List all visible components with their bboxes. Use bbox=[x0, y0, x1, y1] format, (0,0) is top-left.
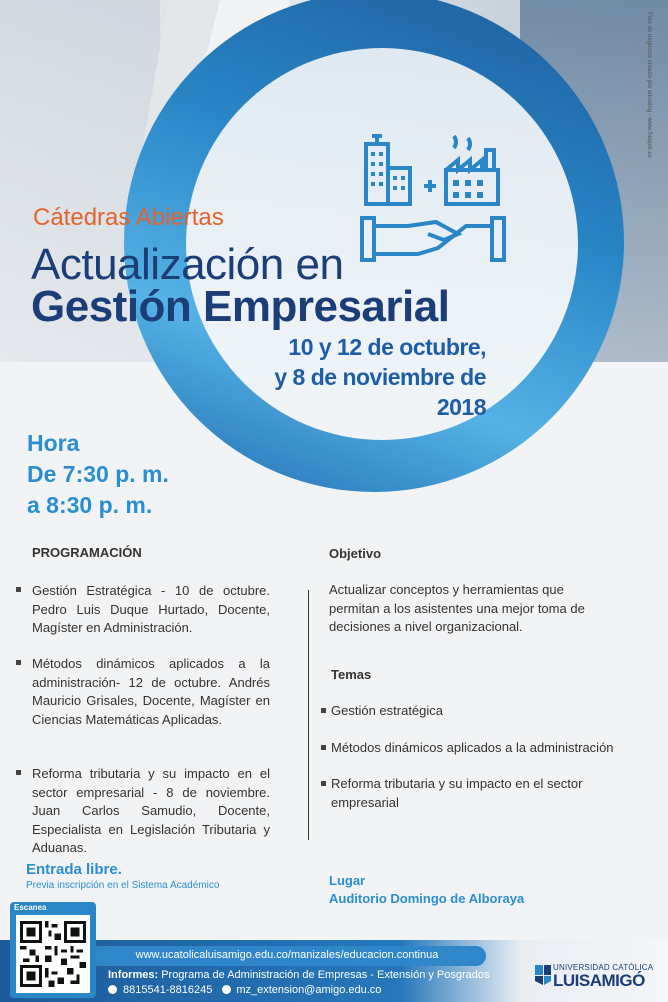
contact-row bbox=[108, 984, 381, 996]
objetivo-title: Objetivo bbox=[329, 546, 382, 561]
event-dates-line2: y 8 de noviembre de bbox=[274, 364, 486, 390]
tema-item-text: Métodos dinámicos aplicados a la administración bbox=[331, 740, 614, 755]
entrada-note: Previa inscripción en el Sistema Académico bbox=[26, 880, 220, 891]
photo-credit: Foto de negocios creado por snowing - www.freepik.es bbox=[646, 12, 652, 158]
hour-to: a 8:30 p. m. bbox=[27, 492, 153, 518]
programacion-item bbox=[16, 582, 270, 638]
bullet-icon bbox=[16, 770, 21, 775]
event-dates-line1: 10 y 12 de octubre, bbox=[288, 334, 486, 360]
qr-code-icon[interactable] bbox=[20, 919, 86, 989]
tema-item-text: Reforma tributaria y su impacto en el sector empresarial bbox=[331, 776, 583, 810]
lugar-value: Auditorio Domingo de Alboraya bbox=[329, 891, 525, 906]
university-logo-icon bbox=[533, 963, 553, 987]
hour-label: Hora bbox=[27, 430, 80, 456]
hour-from: De 7:30 p. m. bbox=[27, 461, 169, 487]
objetivo-text: Actualizar conceptos y herramientas que permitan a los asistentes una mejor toma de decisiones a nivel organizacional. bbox=[329, 582, 585, 634]
entrada-title: Entrada libre. bbox=[26, 861, 122, 878]
informes-text: Programa de Administración de Empresas - Extensión y Posgrados bbox=[161, 969, 490, 981]
logo-bottom-text: LUISAMIGÓ bbox=[553, 971, 645, 990]
tema-item-text: Gestión estratégica bbox=[331, 703, 444, 718]
lugar-label: Lugar bbox=[329, 873, 366, 888]
bullet-icon bbox=[16, 587, 21, 592]
qr-label: Escanea bbox=[14, 903, 47, 912]
column-divider bbox=[308, 590, 309, 840]
bullet-icon bbox=[321, 708, 326, 713]
programacion-item bbox=[16, 765, 270, 858]
tema-item bbox=[321, 739, 651, 758]
programacion-item-text: Métodos dinámicos aplicados a la administración- 12 de octubre. Andrés Mauricio Grisales, Docente, Magíster en Ciencias Matemáticas Aplicadas. bbox=[32, 656, 270, 727]
event-kicker: Cátedras Abiertas bbox=[33, 204, 224, 231]
programacion-item bbox=[16, 655, 270, 729]
programacion-item-text: Gestión Estratégica - 10 de octubre. Pedro Luis Duque Hurtado, Docente, Magíster en Administración. bbox=[32, 583, 270, 635]
bullet-icon bbox=[16, 660, 21, 665]
city-factory-handshake-icon bbox=[358, 130, 508, 270]
informes-label: Informes: bbox=[108, 969, 159, 981]
event-title-line2: Gestión Empresarial bbox=[31, 282, 450, 331]
logo-top-text: UNIVERSIDAD CATÓLICA bbox=[553, 963, 654, 972]
event-dates-line3: 2018 bbox=[436, 394, 486, 420]
email-link[interactable]: mz_extension@amigo.edu.co bbox=[236, 984, 382, 996]
bullet-icon bbox=[321, 745, 326, 750]
tema-item bbox=[321, 775, 651, 812]
website-link[interactable]: www.ucatolicaluisamigo.edu.co/manizales/educacion.continua bbox=[135, 949, 439, 961]
programacion-item-text: Reforma tributaria y su impacto en el sector empresarial - 8 de noviembre. Juan Carlos Samudio, Docente, Especialista en Legislación Tributaria y Aduanas. bbox=[32, 766, 270, 855]
programacion-title: PROGRAMACIÓN bbox=[32, 545, 142, 560]
bullet-icon bbox=[321, 781, 326, 786]
phone-number: 8815541-8816245 bbox=[123, 984, 213, 996]
tema-item bbox=[321, 702, 651, 721]
temas-title: Temas bbox=[331, 667, 372, 682]
email-icon bbox=[222, 985, 231, 994]
informes-line bbox=[108, 969, 490, 981]
phone-icon bbox=[108, 985, 117, 994]
event-title-line1: Actualización en bbox=[31, 240, 344, 289]
